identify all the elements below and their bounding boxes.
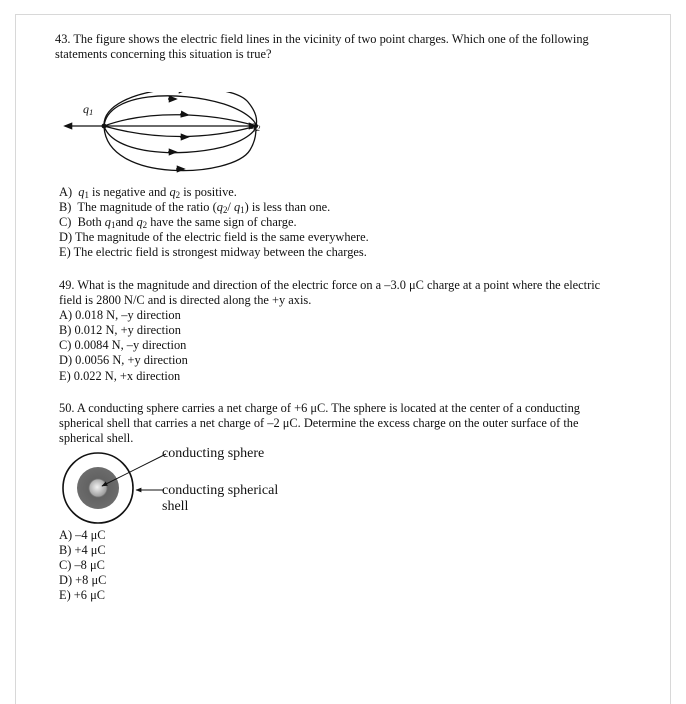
q50-stem-line3: spherical shell. [59, 431, 134, 445]
q50-option-c: C) –8 μC [59, 558, 105, 572]
q49-option-d: D) 0.0056 N, +y direction [59, 353, 188, 367]
q43-option-c: C) Both $q_1and$ $q_2$ have the same sign of charge. [59, 215, 297, 231]
field-line-loop-6 [104, 126, 256, 171]
q49-option-b: B) 0.012 N, +y direction [59, 323, 181, 337]
q50-option-d: D) +8 μC [59, 573, 107, 587]
q2-label: $q_2$ [250, 118, 261, 134]
q49-stem-line2: field is 2800 N/C and is directed along the +y axis. [59, 293, 312, 307]
field-line-loop-4 [104, 126, 256, 153]
shell-label-line2: shell [162, 499, 189, 514]
q43-option-b: B) The magnitude of the ratio ($q_2/$ $q_1$) is less than one. [59, 200, 331, 216]
q50-stem-line1: 50. A conducting sphere carries a net charge of +6 μC. The sphere is located at the center of a conducting [59, 401, 581, 415]
q43-option-e: E) The electric field is strongest midway between the charges. [59, 245, 367, 259]
q50-stem-line2: spherical shell that carries a net charge of –2 μC. Determine the excess charge on the outer surface of the [59, 416, 579, 430]
q43-option-d: D) The magnitude of the electric field is the same everywhere. [59, 230, 369, 244]
field-line-loop-2 [104, 126, 256, 137]
q50-option-b: B) +4 μC [59, 543, 106, 557]
q49-option-e: E) 0.022 N, +x direction [59, 369, 181, 383]
q50-option-e: E) +6 μC [59, 588, 105, 602]
q49-option-c: C) 0.0084 N, –y direction [59, 338, 187, 352]
sphere-shell-figure [58, 448, 168, 528]
field-line-loop-1 [104, 115, 256, 126]
q50-option-a: A) –4 μC [59, 528, 106, 542]
q43-option-a: A) $q_1$ is negative and $q_2$ is positive. [59, 185, 237, 201]
charge-q1 [102, 124, 107, 129]
q49-option-a: A) 0.018 N, –y direction [59, 308, 181, 322]
q1-label: $q_1$ [83, 102, 94, 118]
q49-stem-line1: 49. What is the magnitude and direction of the electric force on a –3.0 μC charge at a point where the electric [59, 278, 601, 292]
q43-stem-line2: statements concerning this situation is true? [55, 47, 272, 61]
shell-label-line1: conducting spherical [162, 483, 279, 498]
conducting-sphere [89, 479, 107, 497]
field-line-loop-3 [104, 96, 256, 126]
q43-stem-line1: 43. The figure shows the electric field lines in the vicinity of two point charges. Which one of the following [55, 32, 589, 46]
sphere-label: conducting sphere [162, 446, 265, 461]
